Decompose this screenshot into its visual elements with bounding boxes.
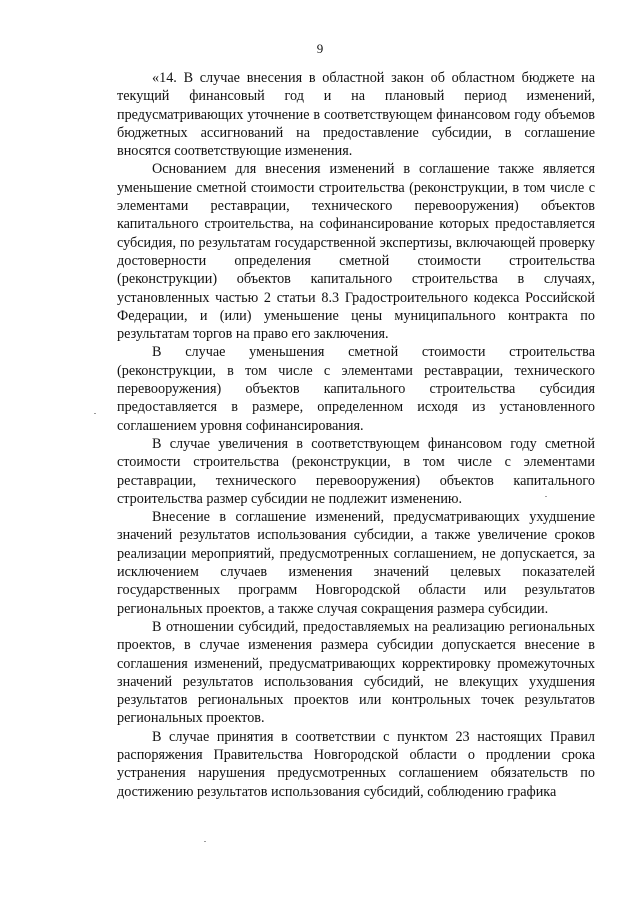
paragraph-grounds-for-changes: Основанием для внесения изменений в соглашение также является уменьшение сметной стоимости строительства (реконструкции, в том числе с элементами реставрации, технического перевооружения) объектов капитального строительства, на софинансирование которых предоставляется субсидия, по результатам государственной экспертизы, включающей проверку достоверности определения сметной стоимости строительства (реконструкции) объектов капитального строительства в случаях, установленных частью 2 статьи 8.3 Градостроительного кодекса Российской Федерации, и (или) уменьшение цены муниципального контракта по результатам торгов на право его заключения. <box>117 161 595 343</box>
paragraph-clause-14: «14. В случае внесения в областной закон об областном бюджете на текущий финансовый год и на плановый период изменений, предусматривающих уточнение в соответствующем финансовом году объемов бюджетных ассигнований на предоставление субсидии, в соглашение вносятся соответствующие изменения. <box>117 70 595 160</box>
paragraph-regional-projects: В отношении субсидий, предоставляемых на реализацию региональных проектов, в случае изменения размера субсидии допускается внесение в соглашения изменений, предусматривающих корректировку промежуточных значений результатов использования субсидий, не влекущих ухудшения результатов региональных проектов или контрольных точек результатов региональных проектов. <box>117 618 595 727</box>
scan-speck <box>94 413 96 414</box>
paragraph-cost-decrease: В случае уменьшения сметной стоимости строительства (реконструкции, в том числе с элементами реставрации, технического перевооружения) объектов капитального строительства субсидия предоставляется в размере, определенном исходя из установленного соглашением уровня софинансирования. <box>117 344 595 434</box>
page-number: 9 <box>316 41 324 56</box>
paragraph-cost-increase: В случае увеличения в соответствующем финансовом году сметной стоимости строительства (реконструкции, в том числе с элементами реставрации, технического перевооружения) объектов капитального строительства размер субсидии не подлежит изменению. <box>117 435 595 507</box>
paragraph-deadline-extension: В случае принятия в соответствии с пунктом 23 настоящих Правил распоряжения Правительства Новгородской области о продлении срока устранения нарушения предусмотренных соглашением обязательств по достижению результатов использования субсидий, соблюдению графика <box>117 728 595 800</box>
document-body <box>117 69 595 801</box>
scan-speck <box>545 496 547 497</box>
paragraph-deterioration-prohibited: Внесение в соглашение изменений, предусматривающих ухудшение значений результатов использования субсидии, а также увеличение сроков реализации мероприятий, предусмотренных соглашением, не допускается, за исключением случаев изменения значений целевых показателей государственных программ Новгородской области или результатов региональных проектов, а также случая сокращения размера субсидии. <box>117 509 595 617</box>
scan-speck <box>204 841 206 842</box>
